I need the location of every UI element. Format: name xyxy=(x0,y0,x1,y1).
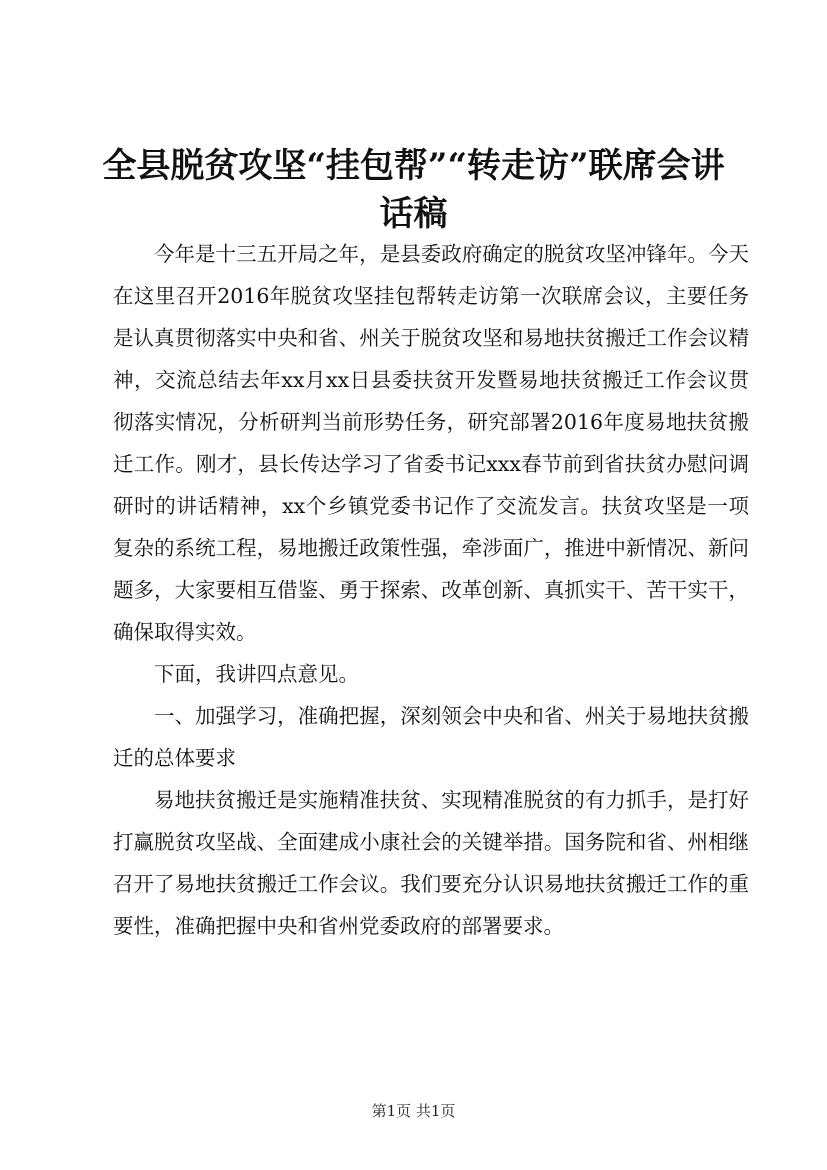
paragraph-intro: 今年是十三五开局之年，是县委政府确定的脱贫攻坚冲锋年。今天在这里召开2016年脱贫攻坚挂包帮转走访第一次联席会议，主要任务是认真贯彻落实中央和省、州关于脱贫攻坚和易地扶贫搬迁工作会议精神，交流总结去年xx月xx日县委扶贫开发暨易地扶贫搬迁工作会议贯彻落实情况，分析研判当前形势任务，研究部署2016年度易地扶贫搬迁工作。刚才，县长传达学习了省委书记xxx春节前到省扶贫办慰问调研时的讲话精神，xx个乡镇党委书记作了交流发言。扶贫攻坚是一项复杂的系统工程，易地搬迁政策性强，牵涉面广，推进中新情况、新问题多，大家要相互借鉴、勇于探索、改革创新、真抓实干、苦干实干，确保取得实效。 xyxy=(113,242,749,644)
page-footer: 第1页 共1页 xyxy=(371,1102,456,1120)
section-heading-1: 一、加强学习，准确把握，深刻领会中央和省、州关于易地扶贫搬迁的总体要求 xyxy=(113,704,749,770)
document-body xyxy=(113,233,749,947)
paragraph-transition: 下面，我讲四点意见。 xyxy=(154,662,359,686)
document-title: 全县脱贫攻坚“挂包帮”“转走访”联席会讲话稿 xyxy=(102,146,725,234)
paragraph-section-1: 易地扶贫搬迁是实施精准扶贫、实现精准脱贫的有力抓手，是打好打赢脱贫攻坚战、全面建成小康社会的关键举措。国务院和省、州相继召开了易地扶贫搬迁工作会议。我们要充分认识易地扶贫搬迁工作的重要性，准确把握中央和省州党委政府的部署要求。 xyxy=(113,788,749,938)
